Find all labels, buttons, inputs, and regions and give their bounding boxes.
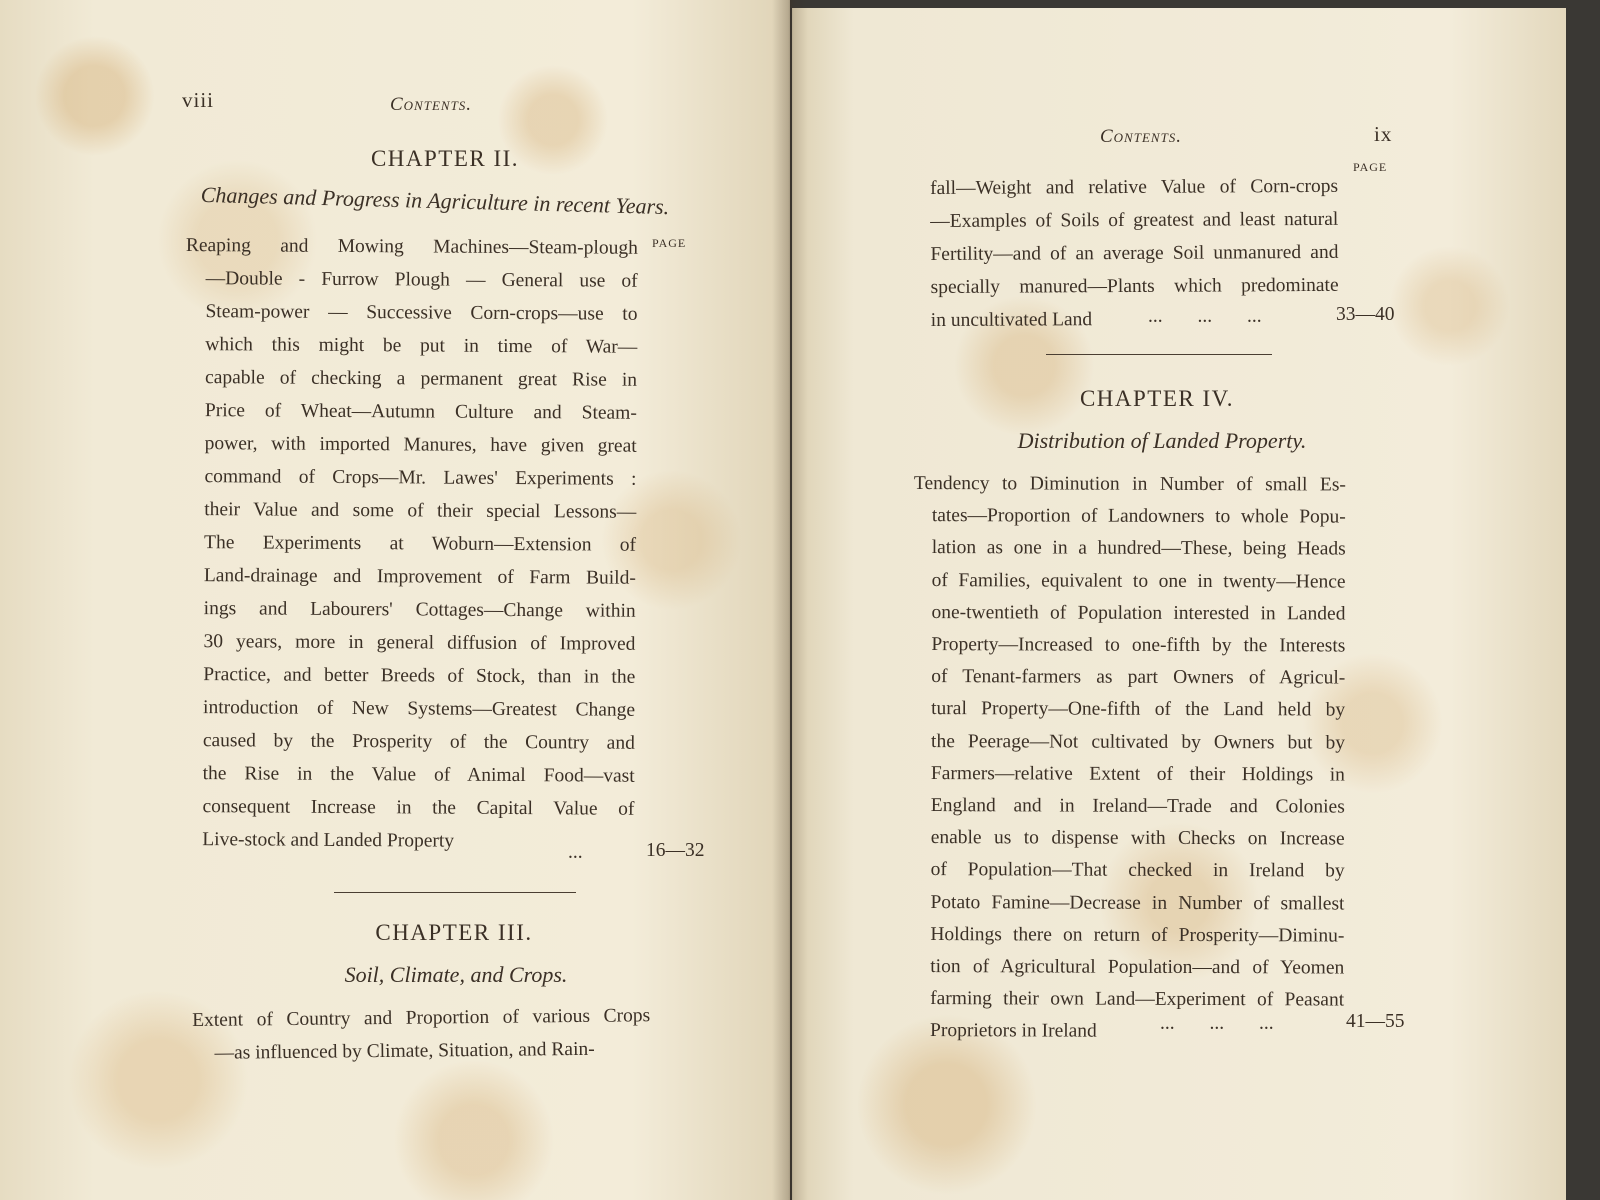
entry-line: Live-stock and Landed Property	[202, 829, 455, 852]
entry-line: Holdings there on return of Prosperity—Diminu-	[930, 923, 1345, 947]
entry-line: of Population—That checked in Ireland by	[930, 859, 1345, 882]
entry-line: Land-drainage and Improvement of Farm Build-	[203, 565, 636, 589]
entry-line: England and in Ireland—Trade and Colonies	[930, 795, 1345, 818]
chapter-3-entry	[192, 999, 651, 1070]
chapter-4-pages: 41—55	[1346, 1011, 1405, 1032]
left-page-label: PAGE	[652, 236, 687, 250]
entry-leader: ... ... ...	[1160, 1013, 1274, 1034]
entry-line: capable of checking a permanent great Rise in	[205, 367, 638, 391]
entry-line: of Tenant-farmers as part Owners of Agricul-	[931, 666, 1346, 689]
entry-line: Fertility—and of an average Soil unmanured and	[930, 241, 1339, 265]
entry-line: ings and Labourers' Cottages—Change within	[203, 598, 636, 622]
entry-line: of Families, equivalent to one in twenty—Hence	[931, 569, 1346, 593]
entry-line: Price of Wheat—Autumn Culture and Steam-	[204, 400, 637, 424]
chapter-3-title: Soil, Climate, and Crops.	[344, 962, 568, 987]
entry-line: enable us to dispense with Checks on Increase	[930, 827, 1345, 850]
chapter-2-heading: CHAPTER II.	[370, 146, 520, 171]
right-running-head: Contents.	[1100, 126, 1183, 147]
entry-line: —Double - Furrow Plough — General use of	[205, 268, 638, 292]
entry-line: in uncultivated Land	[930, 309, 1093, 331]
entry-line: the Rise in the Value of Animal Food—vast	[202, 763, 635, 787]
book-gutter	[772, 0, 808, 1200]
entry-line: power, with imported Manures, have given great	[204, 433, 637, 457]
entry-leader: ... ... ...	[1148, 306, 1262, 327]
entry-line: Reaping and Mowing Machines—Steam-plough	[185, 234, 638, 259]
entry-line: tion of Agricultural Population—and of Yeomen	[930, 956, 1345, 979]
entry-line: Steam-power — Successive Corn-crops—use to	[205, 301, 638, 325]
entry-line: consequent Increase in the Capital Value of	[202, 796, 635, 820]
entry-line: —as influenced by Climate, Situation, and Rain-	[214, 1038, 595, 1064]
right-folio: ix	[1374, 122, 1393, 146]
entry-line: lation as one in a hundred—These, being Heads	[931, 537, 1346, 560]
entry-line: Tendency to Diminution in Number of small Es-	[913, 472, 1346, 496]
section-divider	[1046, 354, 1272, 355]
chapter-4-heading: CHAPTER IV.	[1079, 386, 1235, 411]
section-divider	[334, 892, 576, 893]
entry-line: which this might be put in time of War—	[205, 334, 638, 358]
chapter-3-pages: 33—40	[1336, 304, 1395, 325]
chapter-2-title: Changes and Progress in Agriculture in recent Years.	[200, 181, 670, 220]
right-page-label: PAGE	[1353, 160, 1388, 174]
left-running-head: Contents.	[390, 94, 473, 115]
entry-line: Farmers—relative Extent of their Holdings in	[930, 762, 1345, 786]
entry-line: their Value and some of their special Lessons—	[204, 499, 637, 523]
chapter-2-pages: 16—32	[646, 840, 705, 861]
entry-line: fall—Weight and relative Value of Corn-crops	[930, 175, 1339, 199]
entry-line: farming their own Land—Experiment of Peasant	[930, 988, 1345, 1011]
entry-line: The Experiments at Woburn—Extension of	[204, 532, 637, 556]
entry-line: one-twentieth of Population interested in Landed	[931, 601, 1346, 625]
entry-line: Property—Increased to one-fifth by the Interests	[931, 634, 1346, 657]
entry-line: —Examples of Soils of greatest and least natural	[930, 208, 1339, 232]
chapter-3-entry-continued	[930, 170, 1339, 337]
entry-line: 30 years, more in general diffusion of Improved	[203, 631, 636, 655]
left-folio: viii	[182, 88, 215, 112]
entry-line: Practice, and better Breeds of Stock, than in the	[203, 664, 636, 688]
chapter-4-title: Distribution of Landed Property.	[1017, 428, 1307, 453]
entry-line: Extent of Country and Proportion of various Crops	[192, 1005, 651, 1031]
entry-line: the Peerage—Not cultivated by Owners but by	[931, 730, 1346, 754]
right-page	[792, 8, 1566, 1200]
chapter-4-entry	[912, 468, 1346, 1049]
entry-line: tates—Proportion of Landowners to whole Popu-	[931, 505, 1346, 528]
entry-line: introduction of New Systems—Greatest Change	[203, 697, 636, 721]
entry-line: specially manured—Plants which predominate	[930, 274, 1339, 298]
entry-line: command of Crops—Mr. Lawes' Experiments :	[204, 466, 637, 490]
chapter-3-heading: CHAPTER III.	[375, 920, 533, 945]
entry-line: Potato Famine—Decrease in Number of smallest	[930, 891, 1345, 915]
entry-line: Proprietors in Ireland	[929, 1020, 1097, 1043]
entry-line: tural Property—One-fifth of the Land held by	[931, 698, 1346, 721]
chapter-2-entry	[182, 229, 638, 859]
entry-line: caused by the Prosperity of the Country and	[202, 730, 635, 754]
left-page	[0, 0, 790, 1200]
entry-leader: ...	[568, 842, 583, 863]
